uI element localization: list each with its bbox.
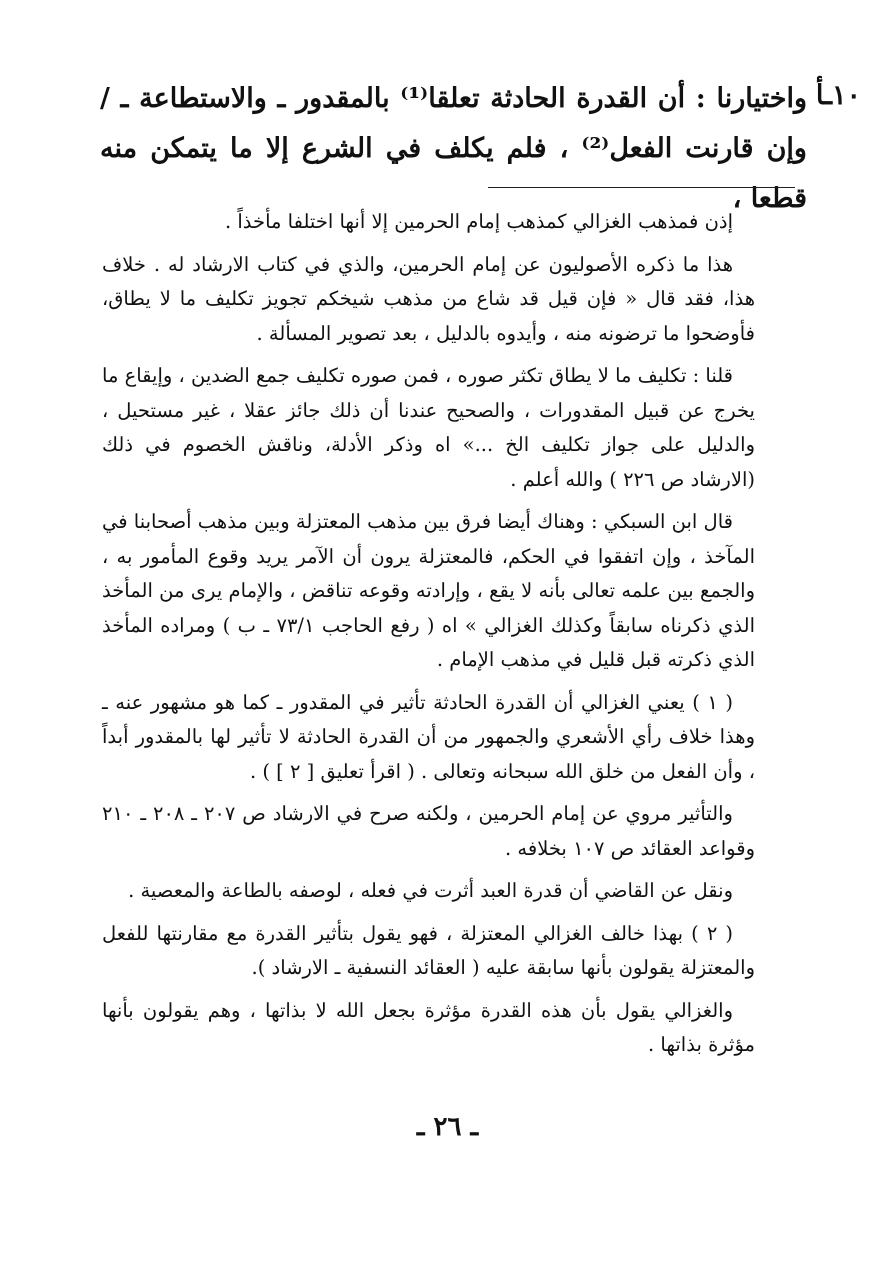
footnote-paragraph: إذن فمذهب الغزالي كمذهب إمام الحرمين إلا أنها اختلفا مأخذاً . [224,210,733,233]
footnote-paragraph: والغزالي يقول بأن هذه القدرة مؤثرة بجعل الله لا بذاتها ، وهم يقولون بأنها مؤثرة بذاتها . [102,998,755,1056]
footnote-paragraph: والتأثير مروي عن إمام الحرمين ، ولكنه صرح في الارشاد ص ٢٠٧ ـ ٢٠٨ ـ ٢١٠ وقواعد العقائد ص ١٠٧ بخلافه . [102,802,755,860]
footnote-paragraph: هذا ما ذكره الأصوليون عن إمام الحرمين، والذي في كتاب الارشاد له . خلاف هذا، فقد قال « فإن قيل قد شاع من مذهب شيخكم تجويز تكليف ما لا يطاق، فأوضحوا ما ترضونه منه ، وأيدوه بالدليل ، بعد تصوير المسألة . [102,252,755,345]
footnote-paragraph: قلنا : تكليف ما لا يطاق تكثر صوره ، فمن صوره تكليف جمع الضدين ، وإيقاع ما يخرج عن قبيل المقدورات ، والصحيح عندنا أن ذلك جائز عقلا ، غير مستحيل ، والدليل على جواز تكليف الخ ...» اه وذكر الأدلة، وناقش الخصوم في ذلك (الارشاد ص ٢٢٦ ) والله أعلم . [102,364,755,491]
footnote-paragraph: ونقل عن القاضي أن قدرة العبد أثرت في فعله ، لوصفه بالطاعة والمعصية . [128,879,733,902]
footnote-1: ( ١ ) يعني الغزالي أن القدرة الحادثة تأثير في المقدور ـ كما هو مشهور عنه ـ وهذا خلاف رأي الأشعري والجمهور من أن القدرة الحادثة لا تأثير لها بالمقدور أبداً ، وأن الفعل من خلق الله سبحانه وتعالى . ( اقرأ تعليق [ ٢ ] ) . [102,690,755,783]
page-number: ـ ٢٦ ـ [416,1112,479,1142]
clause-number: ١٠ـأ [815,80,861,111]
footnote-paragraph: قال ابن السبكي : وهناك أيضا فرق بين مذهب المعتزلة وبين مذهب أصحابنا في المآخذ ، وإن اتفقوا في الحكم، فالمعتزلة يرون أن الآمر يريد وقوع المأمور به ، والجمع بين علمه تعالى بأنه لا يقع ، وإرادته وقوعه تناقض ، والإمام يرى من المأخذ الذي ذكرناه سابقاً وكذلك الغزالي » اه ( رفع الحاجب ٧٣/١ ـ ب ) ومراده المأخذ الذي ذكرته قبل قليل في مذهب الإمام . [102,510,755,671]
main-paragraph: واختيارنا : أن القدرة الحادثة تعلقا⁽¹⁾ بالمقدور ـ والاستطاعة ـ / وإن قارنت الفعل⁽²⁾ ، فلم يكلف في الشرع إلا ما يتمكن منه قطعا ، [100,83,807,214]
footnote-divider [488,187,795,188]
footnote-2: ( ٢ ) بهذا خالف الغزالي المعتزلة ، فهو يقول بتأثير القدرة مع مقارنتها للفعل والمعتزلة يقولون بأنها سابقة عليه ( العقائد النسفية ـ الارشاد ). [102,921,755,979]
footnotes-section [102,205,755,1071]
